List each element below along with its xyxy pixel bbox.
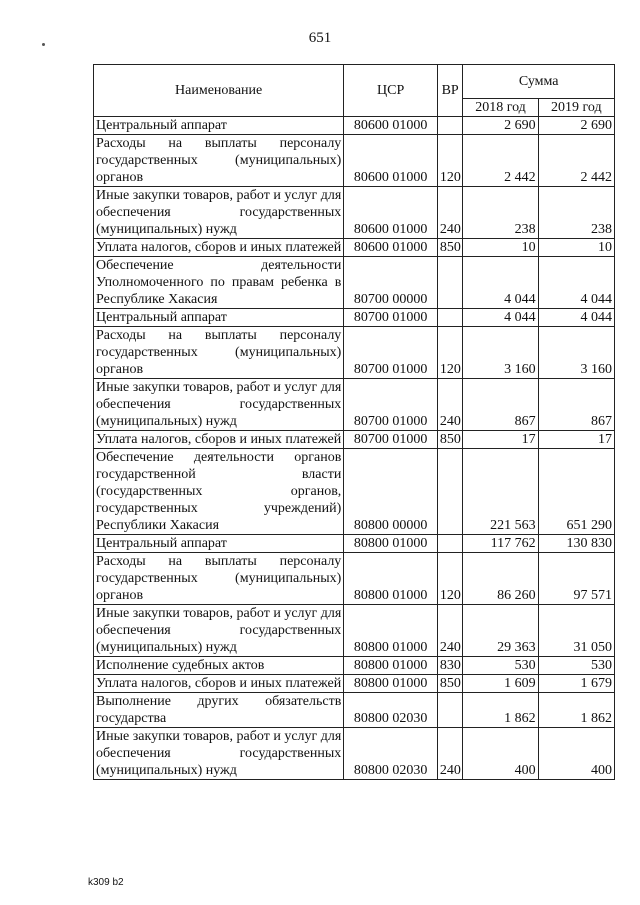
row-csr: 80600 01000 (344, 117, 438, 135)
table-row (94, 693, 615, 728)
row-vr: 240 (437, 379, 462, 431)
header-csr: ЦСР (344, 65, 438, 117)
row-2018: 2 690 (463, 117, 538, 135)
row-name: Расходы на выплаты персоналу государственных (муниципальных) органов (94, 553, 344, 605)
row-csr: 80800 01000 (344, 657, 438, 675)
budget-table (93, 64, 615, 780)
row-2018: 867 (463, 379, 538, 431)
row-2018: 400 (463, 728, 538, 780)
row-csr: 80700 01000 (344, 379, 438, 431)
row-name: Исполнение судебных актов (94, 657, 344, 675)
row-vr: 240 (437, 728, 462, 780)
page-number: 651 (308, 30, 332, 46)
table-row (94, 257, 615, 309)
row-2019: 97 571 (538, 553, 614, 605)
row-vr: 240 (437, 187, 462, 239)
row-name: Центральный аппарат (94, 535, 344, 553)
row-csr: 80800 02030 (344, 728, 438, 780)
table-row (94, 379, 615, 431)
table-row (94, 728, 615, 780)
row-2018: 3 160 (463, 327, 538, 379)
row-vr (437, 535, 462, 553)
row-2019: 10 (538, 239, 614, 257)
table-row (94, 187, 615, 239)
row-vr: 830 (437, 657, 462, 675)
row-name: Уплата налогов, сборов и иных платежей (94, 431, 344, 449)
row-2018: 117 762 (463, 535, 538, 553)
row-name: Уплата налогов, сборов и иных платежей (94, 675, 344, 693)
table-row (94, 309, 615, 327)
table-row (94, 239, 615, 257)
row-vr: 120 (437, 135, 462, 187)
row-csr: 80600 01000 (344, 239, 438, 257)
row-2019: 1 679 (538, 675, 614, 693)
row-2019: 1 862 (538, 693, 614, 728)
row-2019: 4 044 (538, 309, 614, 327)
row-csr: 80700 01000 (344, 309, 438, 327)
row-2018: 29 363 (463, 605, 538, 657)
table-row (94, 431, 615, 449)
table-row (94, 535, 615, 553)
row-name: Центральный аппарат (94, 309, 344, 327)
row-2019: 4 044 (538, 257, 614, 309)
row-2018: 1 609 (463, 675, 538, 693)
header-year-2019: 2019 год (538, 99, 614, 117)
row-2018: 17 (463, 431, 538, 449)
header-sum: Сумма (463, 65, 615, 99)
row-csr: 80700 00000 (344, 257, 438, 309)
row-2018: 221 563 (463, 449, 538, 535)
row-2019: 867 (538, 379, 614, 431)
row-name: Иные закупки товаров, работ и услуг для обеспечения государственных (муниципальных) нужд (94, 379, 344, 431)
row-vr: 120 (437, 553, 462, 605)
table-row (94, 675, 615, 693)
row-2018: 530 (463, 657, 538, 675)
row-csr: 80800 01000 (344, 675, 438, 693)
row-name: Центральный аппарат (94, 117, 344, 135)
table-row (94, 117, 615, 135)
row-csr: 80700 01000 (344, 327, 438, 379)
table-row (94, 605, 615, 657)
row-vr: 850 (437, 239, 462, 257)
row-2019: 3 160 (538, 327, 614, 379)
table-row (94, 327, 615, 379)
table-row (94, 553, 615, 605)
row-2018: 4 044 (463, 309, 538, 327)
row-2018: 1 862 (463, 693, 538, 728)
row-csr: 80700 01000 (344, 431, 438, 449)
row-vr: 850 (437, 431, 462, 449)
row-csr: 80800 02030 (344, 693, 438, 728)
row-2018: 2 442 (463, 135, 538, 187)
row-2019: 2 690 (538, 117, 614, 135)
row-vr (437, 693, 462, 728)
row-name: Уплата налогов, сборов и иных платежей (94, 239, 344, 257)
row-2019: 17 (538, 431, 614, 449)
row-2019: 130 830 (538, 535, 614, 553)
row-vr (437, 309, 462, 327)
row-name: Иные закупки товаров, работ и услуг для обеспечения государственных (муниципальных) нужд (94, 728, 344, 780)
table-row (94, 449, 615, 535)
row-name: Обеспечение деятельности Уполномоченного по правам ребенка в Республике Хакасия (94, 257, 344, 309)
row-2019: 651 290 (538, 449, 614, 535)
header-vr: ВР (437, 65, 462, 117)
row-2019: 2 442 (538, 135, 614, 187)
row-csr: 80600 01000 (344, 187, 438, 239)
row-vr: 850 (437, 675, 462, 693)
row-name: Иные закупки товаров, работ и услуг для обеспечения государственных (муниципальных) нужд (94, 605, 344, 657)
header-year-2018: 2018 год (463, 99, 538, 117)
row-vr (437, 449, 462, 535)
row-2018: 4 044 (463, 257, 538, 309)
row-vr: 240 (437, 605, 462, 657)
row-csr: 80800 01000 (344, 605, 438, 657)
row-name: Обеспечение деятельности органов государственной власти (государственных органов, государственных учреждений) Республики Хакасия (94, 449, 344, 535)
table-row (94, 657, 615, 675)
table-row (94, 135, 615, 187)
row-2019: 530 (538, 657, 614, 675)
row-vr: 120 (437, 327, 462, 379)
row-2019: 238 (538, 187, 614, 239)
row-name: Расходы на выплаты персоналу государственных (муниципальных) органов (94, 135, 344, 187)
row-name: Выполнение других обязательств государства (94, 693, 344, 728)
row-2018: 86 260 (463, 553, 538, 605)
row-csr: 80800 00000 (344, 449, 438, 535)
row-vr (437, 257, 462, 309)
row-csr: 80800 01000 (344, 535, 438, 553)
row-2019: 400 (538, 728, 614, 780)
row-csr: 80800 01000 (344, 553, 438, 605)
row-name: Расходы на выплаты персоналу государственных (муниципальных) органов (94, 327, 344, 379)
row-2018: 238 (463, 187, 538, 239)
header-name: Наименование (94, 65, 344, 117)
row-2018: 10 (463, 239, 538, 257)
row-name: Иные закупки товаров, работ и услуг для обеспечения государственных (муниципальных) нужд (94, 187, 344, 239)
footer-code: k309 b2 (88, 877, 124, 888)
row-vr (437, 117, 462, 135)
row-csr: 80600 01000 (344, 135, 438, 187)
row-2019: 31 050 (538, 605, 614, 657)
